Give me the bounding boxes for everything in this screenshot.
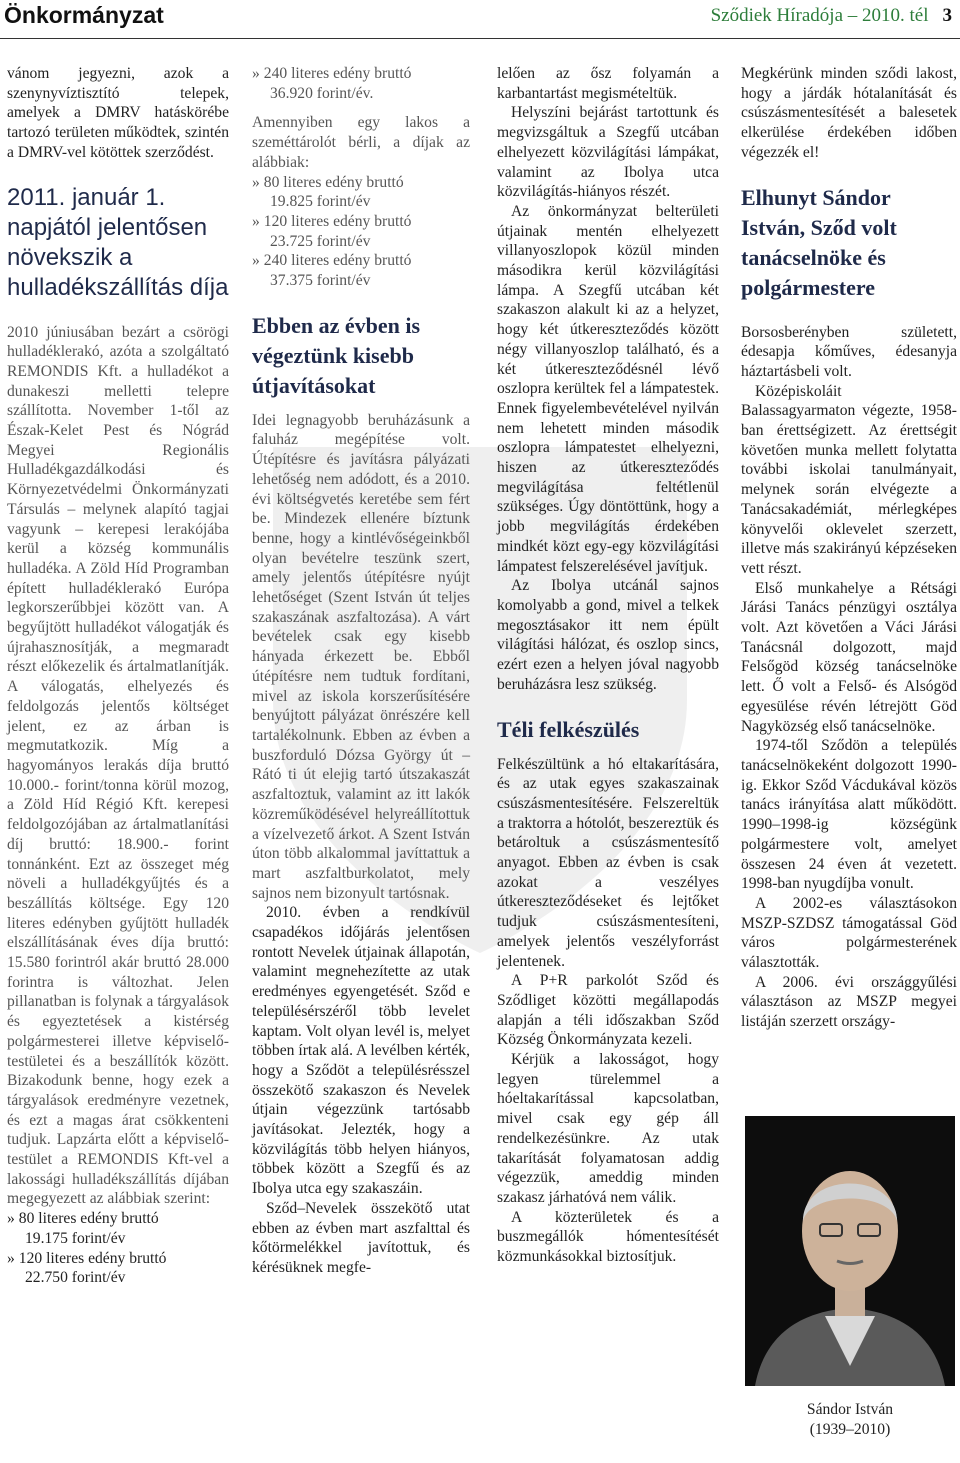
lighting-paragraph-2: Az önkormányzat belterületi útjainak mentén elhelyezett villanyoszlopok közül minden másodikra kerül közvilágítási lámpa. A Szegfű utcában két szakaszon alakult ki az a helyzet, hogy két útkereszteződés között négy villanyoszlop található, és a két útkereszteződésnél lévő oszlopra kerültek fel a lámpatestek. Ennek figyelembevételével nyilván nem lehetett minden második oszlopra lámpatestet elhelyezni, hiszen az útkereszteződés megvilágítása feltétlenül szükséges. Úgy döntöttünk, hogy a jobb megvilágítás érdekében mindkét közt egy-egy közvilágítási lámpatest felszerelésével javítjuk. [497,202,719,575]
road-repair-paragraph-2: 2010. évben a rendkívül csapadékos időjárás jelentősen rontott Nevelek útjainak állapotán, valamint megnehezítette az utak eredményes egyengetését. Sződ e településérszéről több levelet kaptam. Volt olyan levél is, melyet többen írtak alá. A levélben kérték, hogy a Sződöt a településrésszel összekötő szakaszon és Nevelek útjain végezzünk tartósabb javításokat. Jelezték, hogy a közvilágítás több helyen hiányos, többek között a Szegfű és az Ibolya utca egy szakaszáin. [252,904,470,1198]
intro-paragraph: vánom jegyezni, azok a szenynyvíztisztító telepek, amelyek a DMRV hatáskörébe tartozó területen működtek, szintén a DMRV-vel kötöttek szerződést. [7,65,229,161]
lighting-paragraph-1: Helyszíni bejárást tartottunk és megvizsgáltuk a Szegfű utcában elhelyezett közvilágítási lámpákat, valamint az Ibolya utca közvilágítás-hiányos részét. [497,104,719,201]
column-2 [252,64,470,1278]
road-repair-paragraph-1: Idei legnagyobb beruházásunk a faluház megépítése volt. Útépítésre és javításra pályázati lehetőség nem adódott, és a 2010. évi költségvetés keretébe sem fért be. Mindezek ellenére bíztunk benne, hogy a kintlévőségeinkből olyan bevételre teszünk szert, amely jelentős útépítésre nyújt lehetőséget (Szent István út teljes szakaszának aszfaltozása). A várt bevételek csak egy kisebb hányada érkezett be. Ebből útépítésre nem tudtuk fordítani, mivel az iskola korszerűsítésére benyújtott pályázat önrészére kell tartalékolnunk. Ebben az évben a buszforduló Dózsa György út – Rátó ti út elejig tartó útszakaszát aszfaltoztuk, valamint az itt lakók közreműködésével helyreállítottuk a vízelvezető árkot. A Szent István úton több alkalommal javíttattuk a mart aszfaltburkolatot, mely sajnos nem bizonyult tartósnak. [252,411,470,902]
fee-list-item: » 240 literes edény bruttó 36.920 forint/év. [252,65,412,102]
winter-paragraph-4: A közterületek és a buszmegállók hómentesítését közmunkásokkal biztosítjuk. [497,1208,719,1266]
obituary-heading: Elhunyt Sándor István, Sződ volt tanácselnöke és polgármestere [741,184,897,300]
page-header [0,0,960,39]
waste-fee-date-heading: 2011. január 1. [7,183,166,211]
publication-title: Sződiek Híradója – 2010. tél [710,5,929,26]
obituary-paragraph-5: A 2002-es választásokon MSZP-SZDSZ támogatással Göd város polgármesterének választották. [741,894,957,972]
road-repair-heading: Ebben az évben is végeztünk kisebb útjavításokat [252,312,421,398]
photo-caption [745,1400,955,1440]
obituary-paragraph-4: 1974-től Sződön a település tanácselnökeként dolgozott 1990-ig. Ekkor Sződ Vácdukával közös tanács irányítása alatt működött. 1990–1998-ig községünk polgármestere volt, amelyet összesen 24 éven át vezetett. 1998-ban nyugdíjba vonult. [741,737,957,893]
waste-fee-paragraph: 2010 júniusában bezárt a csörögi hulladéklerakó, azóta a szolgáltató REMONDIS Kft. a hulladékot a dunakeszi melletti telepre szállította. November 1-től az Észak-Kelet Pest és Nógrád Megyei Regionális Hulladékgazdálkodási és Környezetvédelmi Önkormányzati Társulás – melynek alapító tagjai vagyunk – kerepesi lerakójába kerül a község kommunális hulladéka. A Zöld Híd Programban épített hulladéklerakó Európa legkorszerűbbjei között van. A begyűjtött hulladékot válogatják és újrahasznosítják, a megmaradt részt előkezelik és ártalmatlanítják. A válogatás, elhelyezés és feldolgozás jelentős költséget jelent, ez az árban is megmutatkozik. Míg a hagyományos lerakás díja bruttó 10.000.- forint/tonna körül mozog, a Zöld Híd Régió Kft. kerepesi feldolgozójában az ártalmatlanítási díj bruttó: 18.900.- forint tonnánként. Ezt az összeget még növeli a hulladékgyűjtés és a beszállítás költsége. Egy 120 literes edényben gyűjtött hulladék elszállításának éves díja bruttó: 15.580 forintról akár bruttó 28.000 forintra is változhat. Jelen pillanatban is folynak a tárgyalások és egyeztetések a kistérség polgármesterei illetve képviselő-testületei és a beszállítók között. Bizakodunk benne, hogy ezek a tárgyalások eredményre vezetnek, és ezt a magas árat csökkenteni tudjuk. Lapzárta előtt a képviselő-testület a REMONDIS Kft-vel a lakossági hulladékszállítás díjában megegyezett az alábbiak szerint: [7,323,229,1208]
winter-paragraph-1: Felkészültünk a hó eltakarítására, és az utak egyes szakaszainak csúszásmentesítésére. Felszereltük a traktorra a hótolót, beszereztük és betároltuk a csúszásmentesítő anyagot. Ebben az évben is csak azokat a veszélyes útkereszteződéseket és lejtőket tudjuk csúszásmentesíteni, amelyek jelentős veszélyforrást jelentenek. [497,755,719,970]
fee-list-item: » 120 literes edény bruttó 22.750 forint/év [7,1249,167,1287]
lighting-paragraph-0: lelően az ősz folyamán a karbantartást megismételtük. [497,65,719,102]
column-4 [741,64,957,1032]
waste-fee-heading: napjától jelentősen növekszik a hulladékszállítás díja [7,213,229,301]
portrait-photo [745,1116,955,1386]
winter-paragraph-2: A P+R parkolót Sződ és Sződliget közötti megállapodás alapján a téli időszakban Sződ Község Önkormányzata kezeli. [497,972,719,1049]
obituary-paragraph-3: Első munkahelye a Rétsági Járási Tanács pénzügyi osztálya volt. Azt követően a Váci Járási Tanácsnál dolgozott, majd Felsőgöd község tanácselnöke lett. Ő volt a Felső- és Alsógöd egyesülése révén létrejött Göd Nagyközség első tanácselnöke. [741,579,957,735]
rent-list-item: » 120 literes edény bruttó 23.725 forint/év [252,212,412,250]
rent-paragraph: Amennyiben egy lakos a szeméttárolót bérli, a díjak az alábbiak: [252,114,470,171]
publication-info [711,5,952,27]
rent-list-item: » 240 literes edény bruttó 37.375 forint/év [252,252,412,290]
page-number: 3 [942,5,952,26]
obituary-paragraph-6: A 2006. évi országgyűlési választáson az MSZP megyei listáján szerzett országy- [741,973,957,1031]
lighting-paragraph-3: Az Ibolya utcánál sajnos komolyabb a gond, mivel a telkek megosztásakor itt nem épült világítási hálózat, és oszlop sincs, ezért ezen a helyen jóval nagyobb beruházásra lesz szükség. [497,577,719,693]
caption-name: Sándor István [806,1401,894,1418]
obituary-paragraph-1: Borsosberényben született, édesapja kőműves, édesanyja háztartásbeli volt. [741,323,957,380]
section-title: Önkormányzat [4,2,164,28]
obituary-paragraph-2: Középiskoláit Balassagyarmaton végezte, 1958-ban érettségizett. Az érettségit követően munka mellett folytatta további iskolai tanulmányait, melynek során elvégezte a Tanácsakadémiát, mérlegképes könyvelői oklevelet szerzett, illetve más szakirányú képzéseken vett részt. [741,382,957,577]
caption-years: (1939–2010) [809,1421,891,1438]
winter-paragraph-3: Kérjük a lakosságot, hogy legyen türelemmel a hóeltakarítással kapcsolatban, mivel csak egy gép áll rendelkezésünkre. Az utak takarítását folyamatosan addig végezzük, ameddig minden szakasz járhatóvá nem válik. [497,1051,719,1206]
fee-list-item: » 80 literes edény bruttó 19.175 forint/év [7,1210,159,1247]
road-repair-paragraph-3: Sződ–Nevelek összekötő utat ebben az évben mart aszfalttal és kőtörmelékkel javítottuk, és kérésüknek megfe- [252,1199,470,1276]
column-3 [497,64,719,1267]
rent-list-item: » 80 literes edény bruttó 19.825 forint/év [252,173,404,211]
column-1 [7,64,229,1288]
winter-prep-heading: Téli felkészülés [497,716,640,742]
sidewalk-notice: Megkérünk minden sződi lakost, hogy a járdák hótalanítását és csúszásmentesítését a balesetek elkerülése érdekében időben végezzék el! [741,65,957,161]
